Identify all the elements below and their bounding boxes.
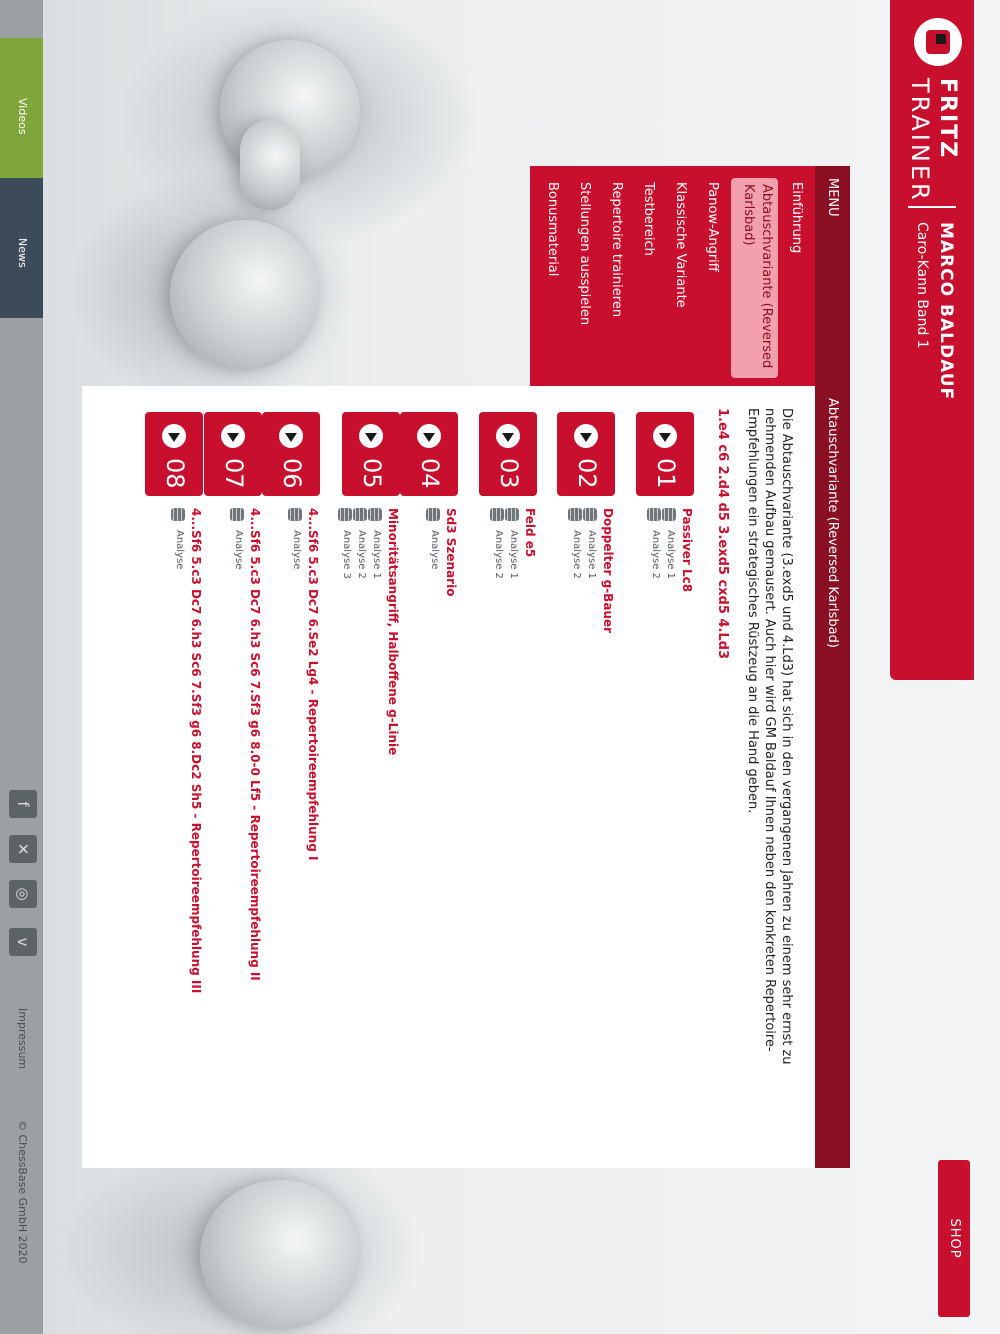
analysis-label: Analyse (233, 530, 244, 570)
play-icon (496, 424, 520, 448)
analysis-label: Analyse 1 (665, 530, 676, 579)
videos-tab[interactable] (0, 38, 43, 178)
database-icon (230, 508, 244, 521)
videos-tab-label: Videos (16, 98, 29, 135)
video-button-07[interactable] (204, 412, 262, 496)
section-title[interactable]: Sd3 Szenario (444, 508, 458, 597)
database-icon (647, 508, 661, 521)
section-title[interactable]: 4...Sf6 5.c3 Dc7 6.Se2 Lg4 - Repertoireempfehlung I (306, 508, 320, 861)
analysis-label: Analyse 2 (493, 530, 504, 579)
video-button-01[interactable] (636, 412, 694, 496)
section-title[interactable]: Doppelter g-Bauer (601, 508, 615, 634)
video-number: 02 (573, 458, 601, 489)
play-icon (653, 424, 677, 448)
analysis-label: Analyse 2 (356, 530, 367, 579)
analysis-label: Analyse (429, 530, 440, 570)
shop-button[interactable]: SHOP (938, 1160, 970, 1317)
play-icon (162, 424, 186, 448)
play-icon (279, 424, 303, 448)
video-number: 01 (652, 458, 680, 489)
video-button-05[interactable] (342, 412, 400, 496)
menu-item-repertoire-trainieren[interactable]: Repertoire trainieren (609, 182, 624, 318)
database-icon (338, 508, 352, 521)
play-icon (359, 424, 383, 448)
section-title[interactable]: 4...Sf6 5.c3 Dc7 6.h3 Sc6 7.Sf3 g6 8.Dc2 Sh5 - Repertoireempfehlung III (189, 508, 203, 994)
intro-text: Die Abtauschvariante (3.exd5 und 4.Ld3) hat sich in den vergangenen Jahren zu einem sehr ernst zu nehmenden Aufbau gemausert. Auch hier wird GM Baldauf Ihnen neben den konkreten Repertoire-Empfehlungen ein strategisches Rüstzeug an die Hand geben. (745, 408, 794, 1065)
header-divider (908, 206, 956, 208)
section-title[interactable]: 4...Sf6 5.c3 Dc7 6.h3 Sc6 7.Sf3 g6 8.0-0 Lf5 - Repertoireempfehlung II (248, 508, 262, 981)
analysis-label: Analyse (291, 530, 302, 570)
database-icon (426, 508, 440, 521)
facebook-icon[interactable]: f (9, 790, 37, 818)
content-panel (82, 386, 850, 1168)
chess-piece-image (240, 120, 300, 210)
course-subtitle: Caro-Kann Band 1 (914, 222, 930, 349)
video-button-02[interactable] (557, 412, 615, 496)
database-icon (171, 508, 185, 521)
menu-item-abtauschvariante[interactable]: Abtauschvariante (Reversed Karlsbad) (731, 178, 778, 378)
database-icon (662, 508, 676, 521)
menu-item-panow-angriff[interactable]: Panow-Angriff (705, 182, 720, 272)
video-button-04[interactable] (400, 412, 458, 496)
copyright-text: © ChessBase GmbH 2020 (16, 1120, 29, 1264)
analysis-label: Analyse 2 (650, 530, 661, 579)
video-number: 07 (220, 458, 248, 489)
opening-moves: 1.e4 c6 2.d4 d5 3.exd5 cxd5 4.Ld3 (715, 408, 730, 660)
vimeo-icon[interactable]: v (9, 928, 37, 956)
analysis-label: Analyse (174, 530, 185, 570)
brand-subname: TRAINER (906, 78, 934, 203)
app-header (890, 0, 974, 680)
video-number: 08 (161, 458, 189, 489)
video-button-06[interactable] (262, 412, 320, 496)
database-icon (288, 508, 302, 521)
author-name: MARCO BALDAUF (936, 222, 956, 401)
analysis-label: Analyse 2 (571, 530, 582, 579)
side-navigation-strip (0, 0, 43, 1334)
database-icon (505, 508, 519, 521)
sidebar-menu (530, 166, 850, 386)
play-icon (221, 424, 245, 448)
analysis-label: Analyse 1 (586, 530, 597, 579)
menu-header: MENU (815, 166, 850, 386)
instagram-icon[interactable]: ◎ (9, 880, 37, 908)
play-icon (417, 424, 441, 448)
impressum-link[interactable]: Impressum (16, 1008, 29, 1070)
menu-item-stellungen-ausspielen[interactable]: Stellungen ausspielen (577, 182, 592, 326)
fritz-logo-icon (914, 18, 962, 66)
database-icon (490, 508, 504, 521)
video-number: 04 (416, 458, 444, 489)
menu-item-bonusmaterial[interactable]: Bonusmaterial (545, 182, 560, 277)
section-title[interactable]: Minoritätsangriff, Halboffene g-Linie (386, 508, 400, 756)
menu-item-testbereich[interactable]: Testbereich (641, 182, 656, 256)
analysis-label: Analyse 1 (371, 530, 382, 579)
video-button-08[interactable] (145, 412, 203, 496)
content-title: Abtauschvariante (Reversed Karlsbad) (815, 386, 850, 1168)
chess-piece-image (170, 220, 320, 370)
section-title[interactable]: Feld e5 (523, 508, 537, 558)
section-title[interactable]: Passiver Lc8 (680, 508, 694, 593)
play-icon (574, 424, 598, 448)
menu-item-klassische-variante[interactable]: Klassische Variante (673, 182, 688, 308)
video-button-03[interactable] (479, 412, 537, 496)
chess-piece-image (200, 1180, 360, 1330)
video-number: 06 (278, 458, 306, 489)
video-number: 03 (495, 458, 523, 489)
twitter-icon[interactable]: ✕ (9, 835, 37, 863)
brand-name: FRITZ (935, 78, 960, 160)
news-tab[interactable] (0, 178, 43, 318)
news-tab-label: News (16, 238, 29, 268)
database-icon (353, 508, 367, 521)
database-icon (368, 508, 382, 521)
analysis-label: Analyse 3 (341, 530, 352, 579)
menu-item-einfuehrung[interactable]: Einführung (789, 182, 804, 254)
video-number: 05 (358, 458, 386, 489)
database-icon (568, 508, 582, 521)
database-icon (583, 508, 597, 521)
analysis-label: Analyse 1 (508, 530, 519, 579)
